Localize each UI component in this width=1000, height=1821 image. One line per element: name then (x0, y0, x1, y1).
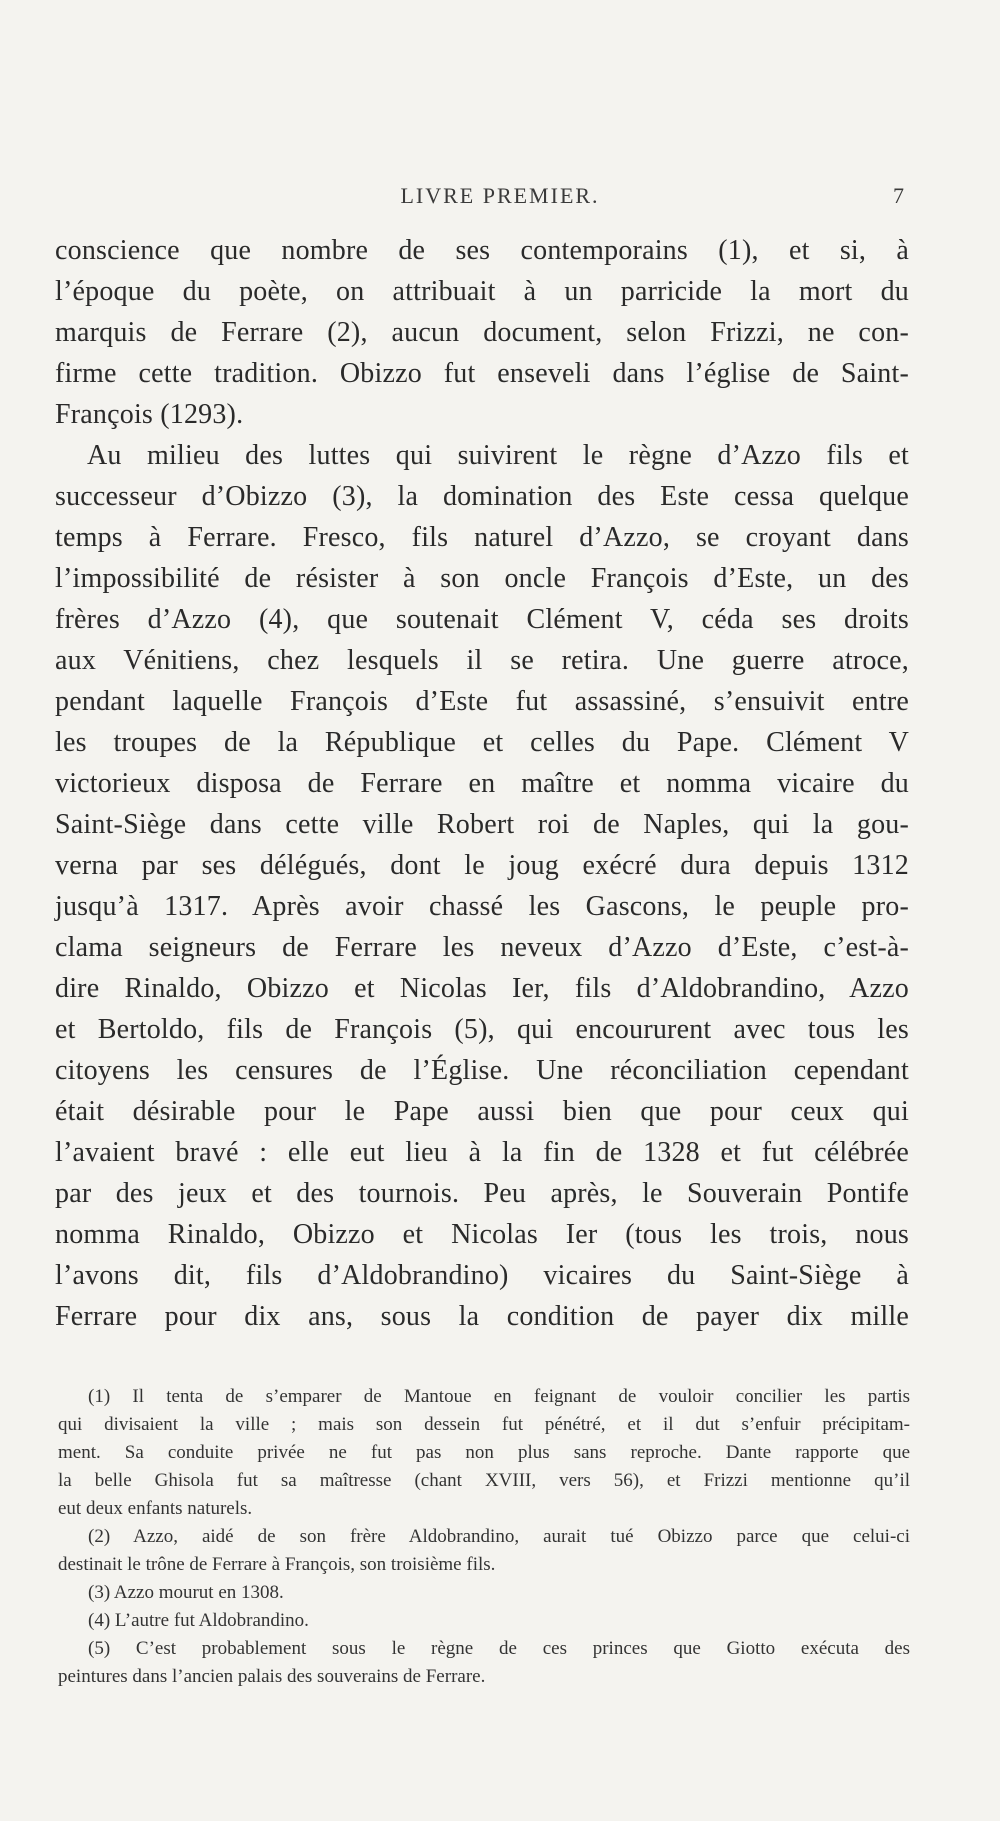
text-line: l’avons dit, fils d’Aldobrandino) vicaires du Saint-Siège à (55, 1260, 909, 1291)
text-line: dire Rinaldo, Obizzo et Nicolas Ier, fils d’Aldobrandino, Azzo (55, 973, 909, 1004)
footnote-line: (5) C’est probablement sous le règne de ces princes que Giotto exécuta des (88, 1638, 910, 1659)
text-line: par des jeux et des tournois. Peu après, le Souverain Pontife (55, 1178, 909, 1209)
footnote-line: (3) Azzo mourut en 1308. (88, 1582, 284, 1603)
page-number: 7 (893, 183, 904, 208)
text-line: était désirable pour le Pape aussi bien que pour ceux qui (55, 1096, 909, 1127)
text-line: Saint-Siège dans cette ville Robert roi de Naples, qui la gou- (55, 809, 909, 840)
body-text (55, 230, 909, 1337)
footnote-line: (4) L’autre fut Aldobrandino. (88, 1610, 309, 1631)
footnote-line: la belle Ghisola fut sa maîtresse (chant XVIII, vers 56), et Frizzi mentionne qu’il (58, 1470, 910, 1491)
text-line: François (1293). (55, 399, 244, 430)
text-line: pendant laquelle François d’Este fut assassiné, s’ensuivit entre (55, 686, 909, 717)
text-line: firme cette tradition. Obizzo fut enseveli dans l’église de Saint- (55, 358, 909, 389)
text-line: marquis de Ferrare (2), aucun document, selon Frizzi, ne con- (55, 317, 909, 348)
footnote-line: (1) Il tenta de s’emparer de Mantoue en feignant de vouloir concilier les partis (88, 1386, 910, 1407)
text-line: Au milieu des luttes qui suivirent le règne d’Azzo fils et (87, 440, 909, 471)
text-line: verna par ses délégués, dont le joug exécré dura depuis 1312 (55, 850, 909, 881)
text-line: l’époque du poète, on attribuait à un parricide la mort du (55, 276, 909, 307)
footnote-line: (2) Azzo, aidé de son frère Aldobrandino, aurait tué Obizzo parce que celui-ci (88, 1526, 910, 1547)
text-line: l’avaient bravé : elle eut lieu à la fin de 1328 et fut célébrée (55, 1137, 909, 1168)
text-line: victorieux disposa de Ferrare en maître et nomma vicaire du (55, 768, 909, 799)
footnote-line: ment. Sa conduite privée ne fut pas non plus sans reproche. Dante rapporte que (58, 1442, 910, 1463)
footnote-line: destinait le trône de Ferrare à François, son troisième fils. (58, 1554, 496, 1575)
footnote-line: peintures dans l’ancien palais des souverains de Ferrare. (58, 1666, 486, 1687)
text-line: conscience que nombre de ses contemporains (1), et si, à (55, 235, 909, 266)
text-line: aux Vénitiens, chez lesquels il se retira. Une guerre atroce, (55, 645, 909, 676)
text-line: l’impossibilité de résister à son oncle François d’Este, un des (55, 563, 909, 594)
text-line: frères d’Azzo (4), que soutenait Clément V, céda ses droits (55, 604, 909, 635)
text-line: les troupes de la République et celles du Pape. Clément V (55, 727, 909, 758)
running-head (0, 183, 1000, 213)
text-line: temps à Ferrare. Fresco, fils naturel d’Azzo, se croyant dans (55, 522, 909, 553)
running-title: LIVRE PREMIER. (400, 183, 600, 208)
footnote-line: qui divisaient la ville ; mais son dessein fut pénétré, et il dut s’enfuir précipitam- (58, 1414, 910, 1435)
text-line: successeur d’Obizzo (3), la domination des Este cessa quelque (55, 481, 909, 512)
text-line: Ferrare pour dix ans, sous la condition de payer dix mille (55, 1301, 909, 1332)
footnote-line: eut deux enfants naturels. (58, 1498, 253, 1519)
text-line: clama seigneurs de Ferrare les neveux d’Azzo d’Este, c’est-à- (55, 932, 909, 963)
text-line: nomma Rinaldo, Obizzo et Nicolas Ier (tous les trois, nous (55, 1219, 909, 1250)
footnotes (58, 1383, 910, 1691)
text-line: et Bertoldo, fils de François (5), qui encoururent avec tous les (55, 1014, 909, 1045)
text-line: jusqu’à 1317. Après avoir chassé les Gascons, le peuple pro- (55, 891, 909, 922)
text-line: citoyens les censures de l’Église. Une réconciliation cependant (55, 1055, 909, 1086)
